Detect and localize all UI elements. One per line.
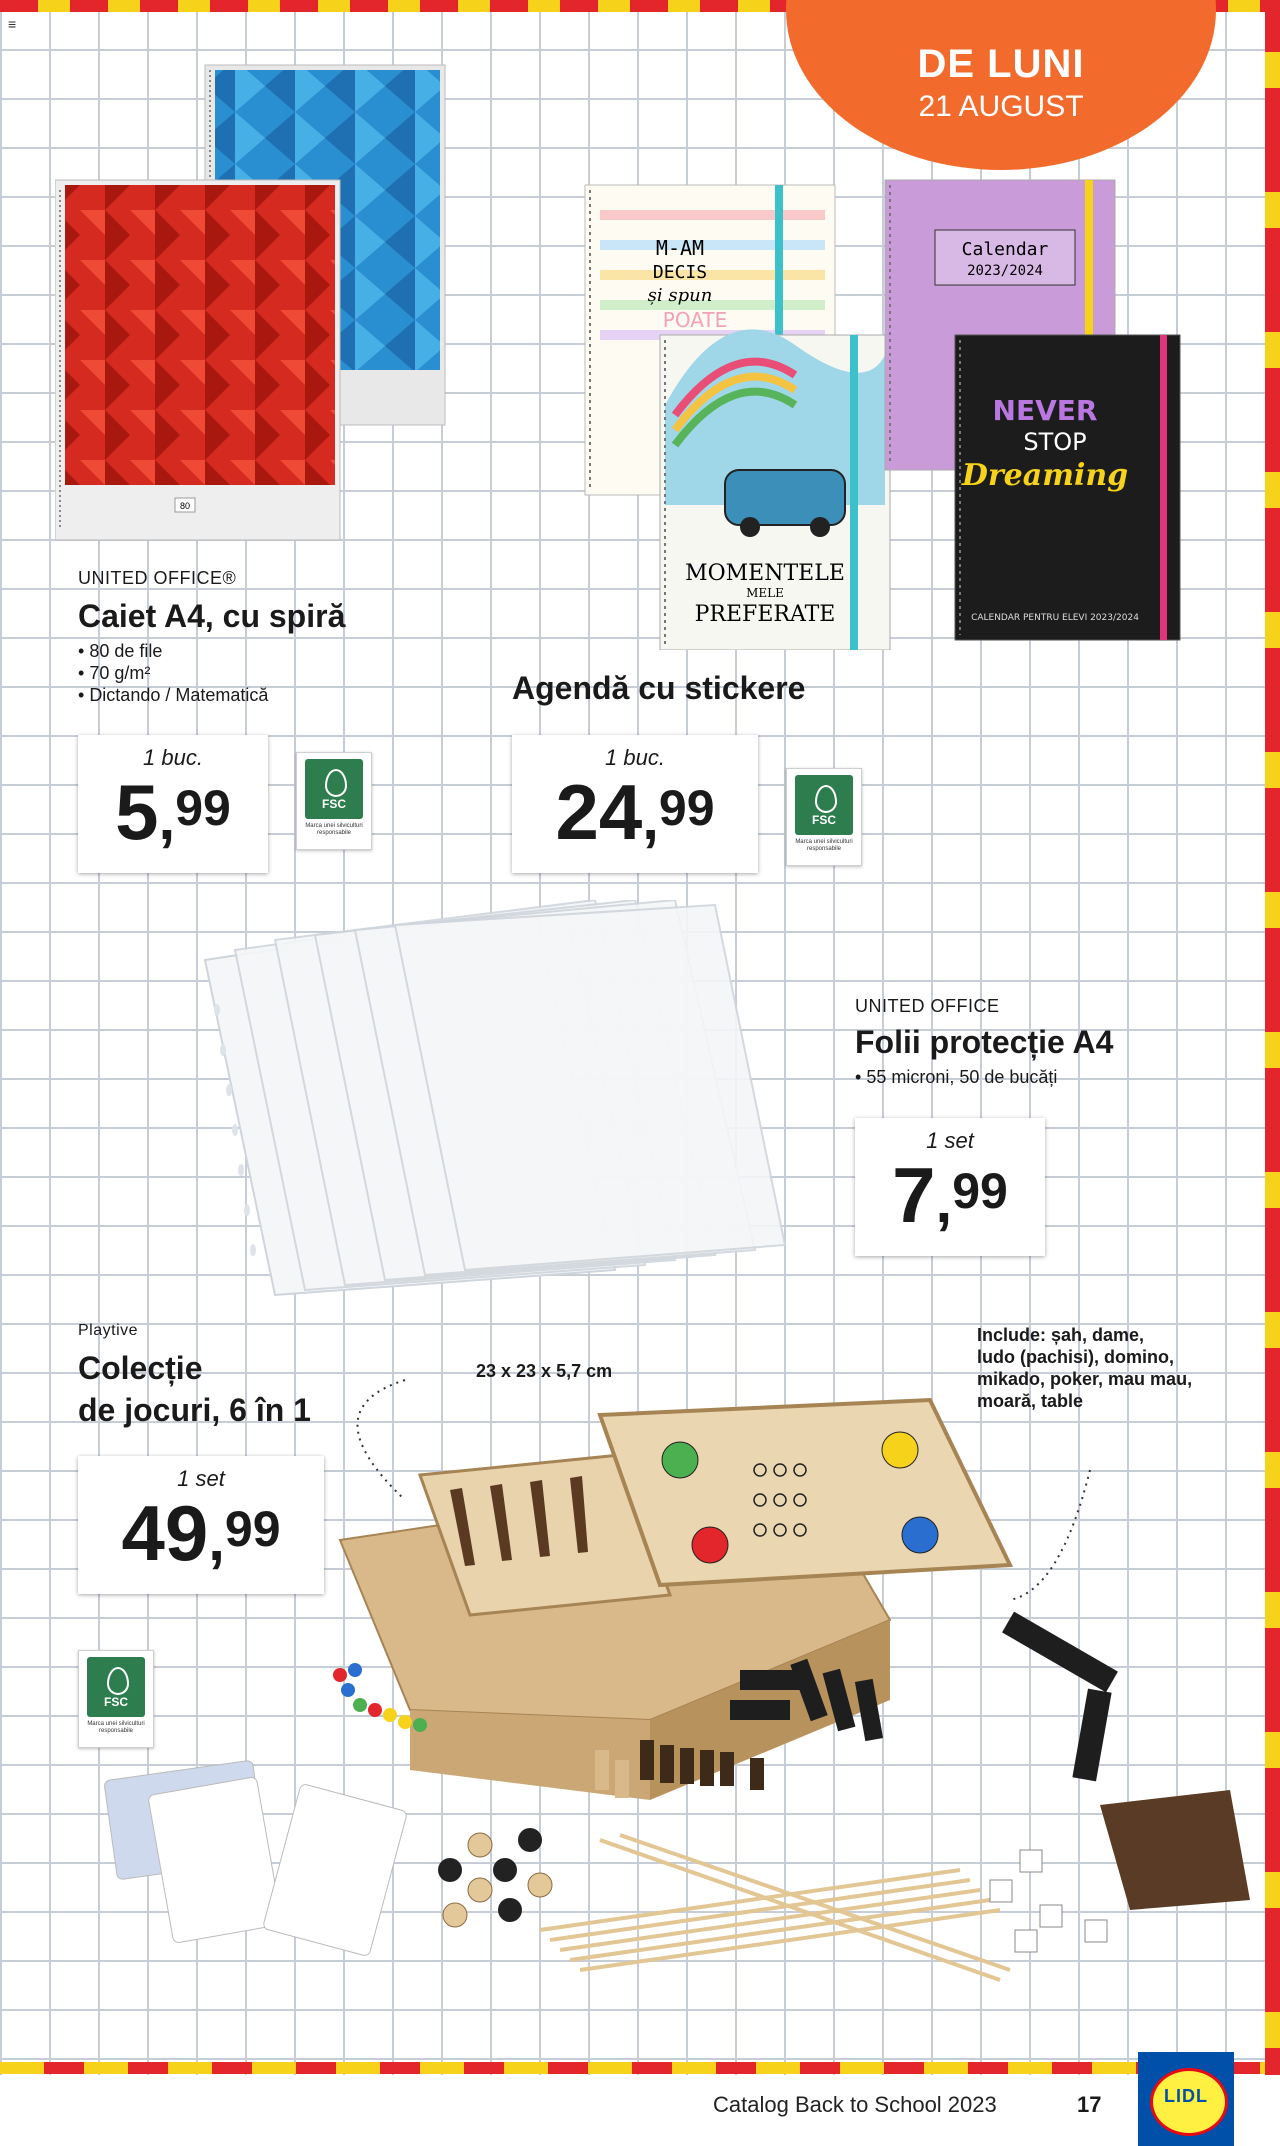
border-bottom <box>0 2062 1265 2074</box>
product3-title: Folii protecție A4 <box>855 1024 1114 1060</box>
price-comma: , <box>935 1168 953 1235</box>
product4-title-line2: de jocuri, 6 în 1 <box>78 1392 311 1428</box>
fsc-logo: FSC Marca unei silviculturi responsabile <box>296 752 372 850</box>
price-unit: 1 buc. <box>605 745 665 770</box>
svg-text:PREFERATE: PREFERATE <box>694 602 836 627</box>
product1-brand: UNITED OFFICE® <box>78 568 237 588</box>
price-unit: 1 set <box>926 1128 974 1153</box>
price-dec: 99 <box>175 780 231 836</box>
book3-text: Calendar <box>961 239 1049 260</box>
menu-icon[interactable]: ≡ <box>8 16 17 32</box>
book4-text: NEVER <box>992 394 1098 427</box>
agendas-image <box>565 175 1195 650</box>
bullet: • 55 microni, 50 de bucăți <box>855 1066 1057 1088</box>
price-unit: 1 buc. <box>143 745 203 770</box>
price-dec: 99 <box>658 780 715 836</box>
product4-title-line1: Colecție <box>78 1350 203 1386</box>
svg-text:și spun: și spun <box>647 285 713 306</box>
page-number: 17 <box>1077 2092 1102 2117</box>
price-comma: , <box>158 785 176 852</box>
bullet: • Dictando / Matematică <box>78 684 268 706</box>
bullet: • 70 g/m² <box>78 662 268 684</box>
product3-brand: UNITED OFFICE <box>855 996 1000 1016</box>
svg-text:2023/2024: 2023/2024 <box>967 263 1043 279</box>
svg-text:CALENDAR PENTRU ELEVI 2023/202: CALENDAR PENTRU ELEVI 2023/2024 <box>971 613 1139 623</box>
price-amount <box>512 768 758 858</box>
price-amount <box>78 768 268 858</box>
product3-bullets <box>855 1066 1057 1088</box>
lidl-logo[interactable] <box>1138 2052 1234 2146</box>
book2-text: MOMENTELE <box>685 561 845 586</box>
product3-price-box <box>855 1118 1045 1256</box>
svg-text:STOP: STOP <box>1023 428 1087 456</box>
price-int: 5 <box>115 768 159 856</box>
tree-icon <box>815 785 837 813</box>
product1-title: Caiet A4, cu spiră <box>78 598 346 634</box>
book1-text: M-AM <box>655 236 705 260</box>
product4-brand: Playtive <box>78 1322 139 1339</box>
price-dec: 99 <box>224 1501 281 1557</box>
tree-icon <box>325 769 347 797</box>
price-amount <box>855 1151 1045 1241</box>
price-int: 24 <box>555 768 643 856</box>
product2-price-box <box>512 735 758 873</box>
dimensions-label: 23 x 23 x 5,7 cm <box>476 1361 613 1381</box>
fsc-logo: FSC Marca unei silviculturi responsabile <box>786 768 862 866</box>
border-right <box>1265 0 1280 2075</box>
product2-title: Agendă cu stickere <box>512 670 806 706</box>
svg-text:POATE: POATE <box>662 308 728 332</box>
product1-price-box <box>78 735 268 873</box>
svg-text:DECIS: DECIS <box>652 262 708 283</box>
notebooks-image <box>55 60 505 550</box>
svg-text:MELE: MELE <box>746 586 784 600</box>
price-comma: , <box>642 785 659 852</box>
price-int: 49 <box>121 1489 209 1577</box>
cover-label: 80 <box>179 501 191 511</box>
price-dec: 99 <box>952 1163 1008 1219</box>
lidl-logo-text: LIDL <box>1164 2086 1208 2106</box>
fsc-logo: FSC Marca unei silviculturi responsabile <box>78 1650 154 1748</box>
badge-line1: DE LUNI <box>917 42 1085 86</box>
badge-line2: 21 AUGUST <box>918 90 1084 123</box>
price-int: 7 <box>892 1151 936 1239</box>
bullet: • 80 de file <box>78 640 268 662</box>
product1-bullets <box>78 640 268 706</box>
games-set-image <box>100 1370 1260 2000</box>
catalog-title: Catalog Back to School 2023 <box>713 2092 997 2117</box>
price-unit: 1 set <box>177 1466 225 1491</box>
price-comma: , <box>208 1506 225 1573</box>
includes-list: Include: șah, dame, ludo (pachisi), domino, mikado, poker, mau mau, moară, table <box>977 1325 1193 1411</box>
svg-text:Dreaming: Dreaming <box>961 458 1129 493</box>
sheet-protectors-image <box>195 900 795 1300</box>
